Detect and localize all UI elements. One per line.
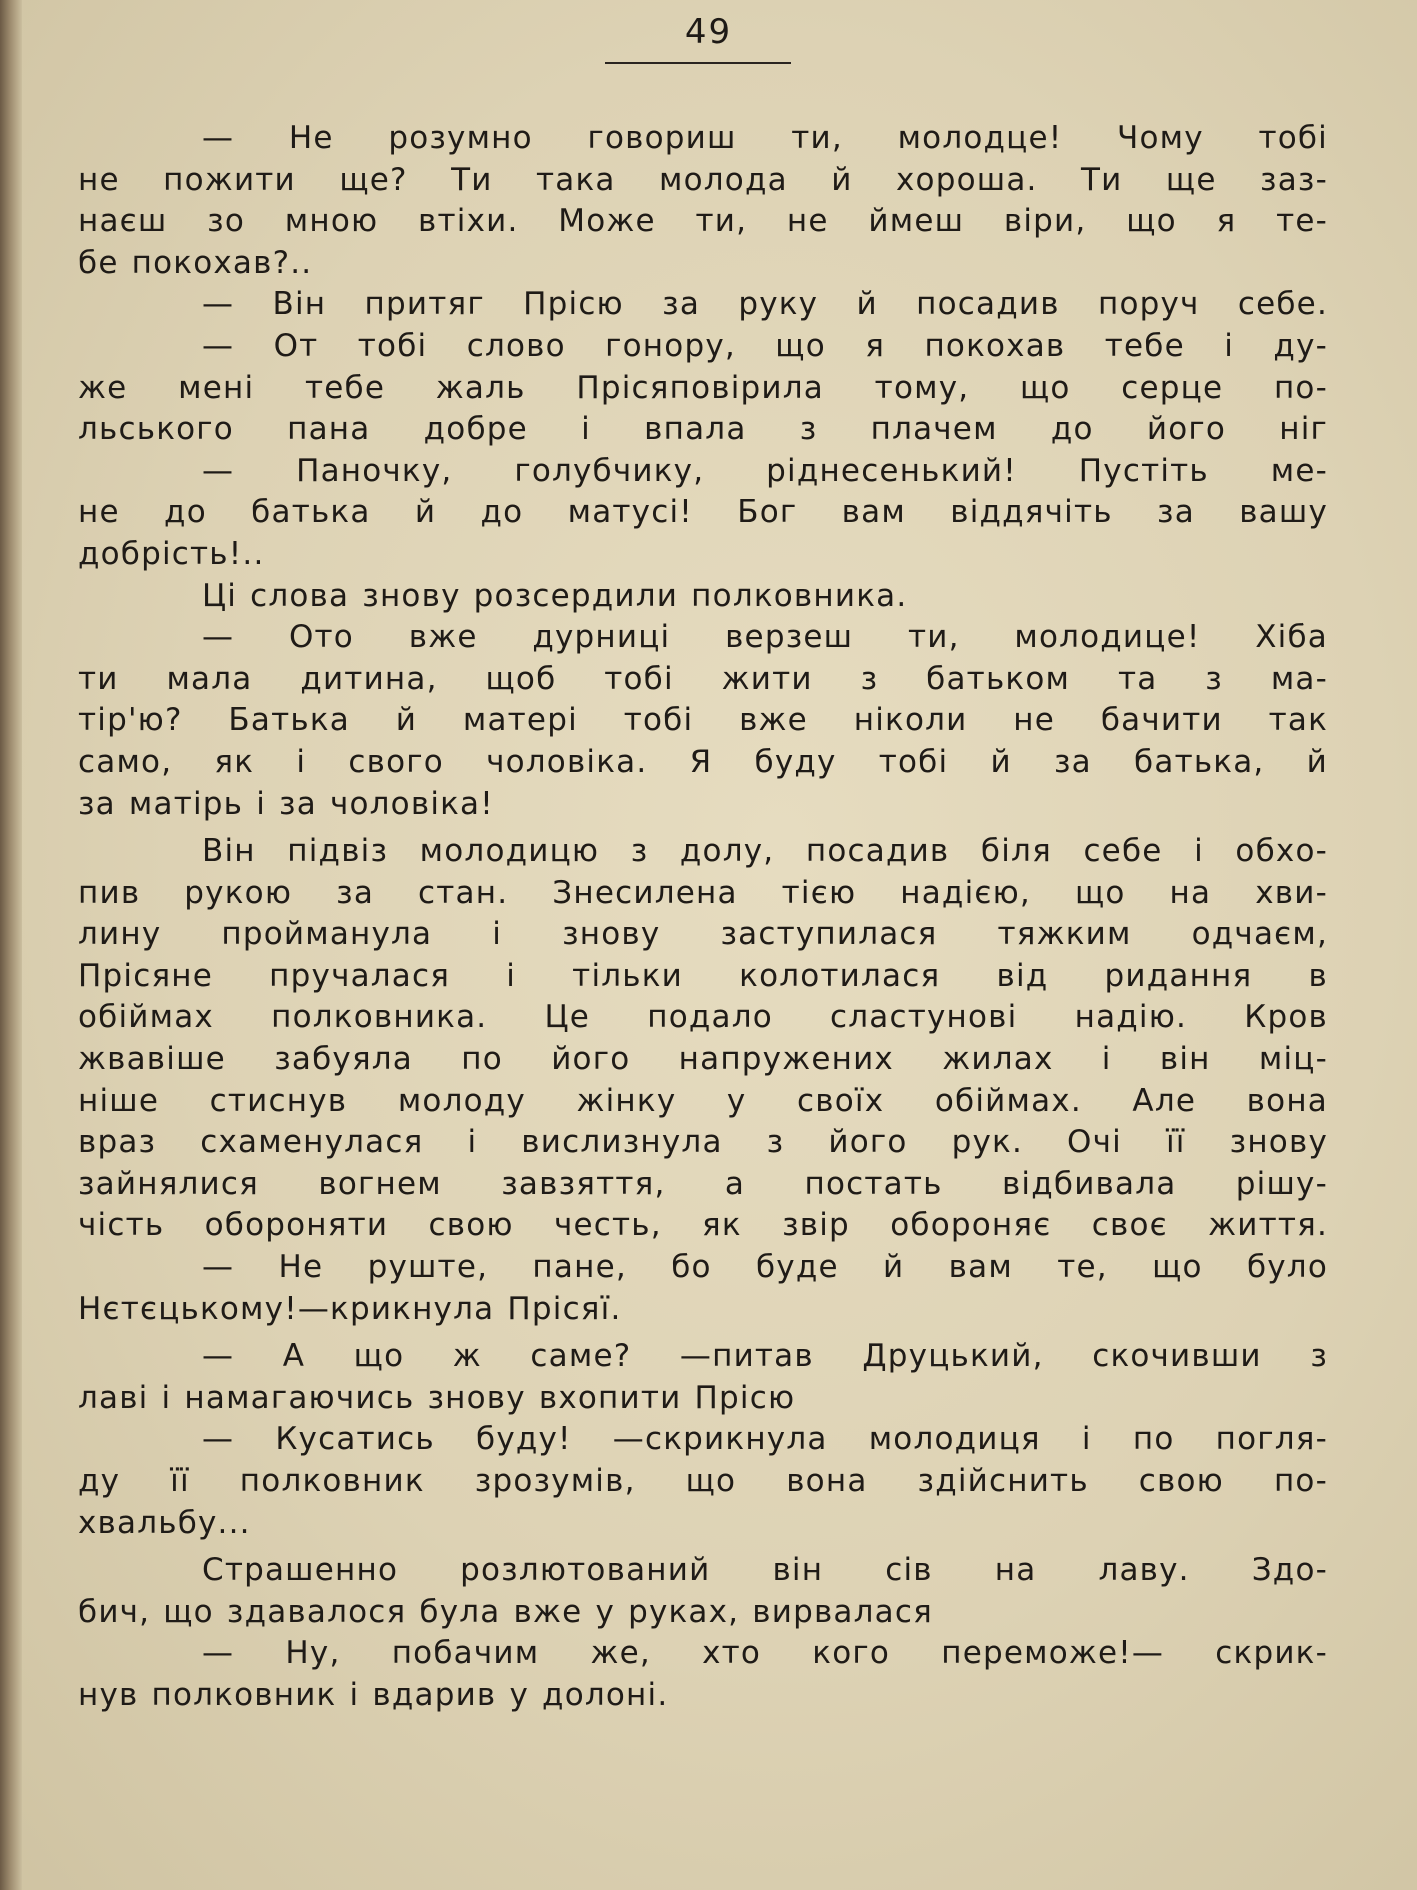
page-number-rule [605,62,791,64]
text-line: — Паночку, голубчику, ріднесенький! Пустіть ме- [202,452,1328,489]
text-line: пив рукою за стан. Знесилена тією надією, що на хви- [78,874,1328,911]
text-line: бе покохав?.. [78,244,313,281]
text-line: лаві і намагаючись знову вхопити Прісю [78,1379,796,1416]
text-line: хвальбу... [78,1504,251,1541]
text-line: — Кусатись буду! —скрикнула молодиця і по погля- [202,1421,1328,1458]
text-line: бич, що здавалося була вже у руках, вирвалася [78,1593,933,1630]
text-line: — Не руште, пане, бо буде й вам те, що було [202,1249,1328,1286]
text-line: — Ну, побачим же, хто кого переможе!— скрик- [202,1635,1328,1672]
text-body [78,118,1328,1717]
text-line: Прісяне пручалася і тільки колотилася від ридання в [78,957,1328,994]
text-line: — Він притяг Прісю за руку й посадив поруч себе. [202,286,1328,323]
text-line: — Ото вже дурниці верзеш ти, молодице! Хіба [202,619,1328,656]
text-line: само, як і свого чоловіка. Я буду тобі й за батька, й [78,743,1328,780]
page-number: 49 [684,12,733,52]
text-line: — От тобі слово гонору, що я покохав тебе і ду- [202,327,1328,364]
text-line: — А що ж саме? —питав Друцький, скочивши з [202,1338,1328,1375]
text-line: не пожити ще? Ти така молода й хороша. Ти ще заз- [78,161,1328,198]
text-line: не до батька й до матусі! Бог вам віддячіть за вашу [78,494,1328,531]
text-line: Нєтєцькому!—крикнула Прісяї. [78,1290,622,1327]
text-line: тір'ю? Батька й матері тобі вже ніколи не бачити так [78,702,1328,739]
text-line: зайнялися вогнем завзяття, а постать відбивала рішу- [78,1165,1328,1202]
text-line: обіймах полковника. Це подало сластунові надію. Кров [78,999,1328,1036]
text-line: наєш зо мною втіхи. Може ти, не ймеш віри, що я те- [78,203,1328,240]
text-line: лину пройманула і знову заступилася тяжким одчаєм, [78,916,1328,953]
text-line: добрість!.. [78,535,265,572]
text-line: Він підвіз молодицю з долу, посадив біля себе і обхо- [202,833,1328,870]
book-spine-shadow [0,0,22,1890]
text-line: — Не розумно говориш ти, молодце! Чому тобі [202,120,1328,156]
text-line: же мені тебе жаль Прісяповірила тому, що серце по- [78,369,1328,406]
text-line: чість обороняти свою честь, як звір обороняє своє життя. [78,1207,1328,1244]
text-line: ніше стиснув молоду жінку у своїх обіймах. Але вона [78,1082,1328,1119]
text-line: ду її полковник зрозумів, що вона здійснить свою по- [78,1463,1328,1499]
text-line: льського пана добре і впала з плачем до його ніг [78,411,1328,448]
text-line: Страшенно розлютований він сів на лаву. Здо- [202,1552,1328,1589]
text-line: Ці слова знову розсердили полковника. [202,577,908,614]
text-line: ти мала дитина, щоб тобі жити з батьком та з ма- [78,660,1328,697]
text-line: за матірь і за чоловіка! [78,785,494,822]
text-line: нув полковник і вдарив у долоні. [78,1676,669,1713]
text-line: враз схаменулася і вислизнула з його рук. Очі її знову [78,1124,1328,1161]
text-line: жвавіше забуяла по його напружених жилах і він міц- [78,1041,1328,1078]
